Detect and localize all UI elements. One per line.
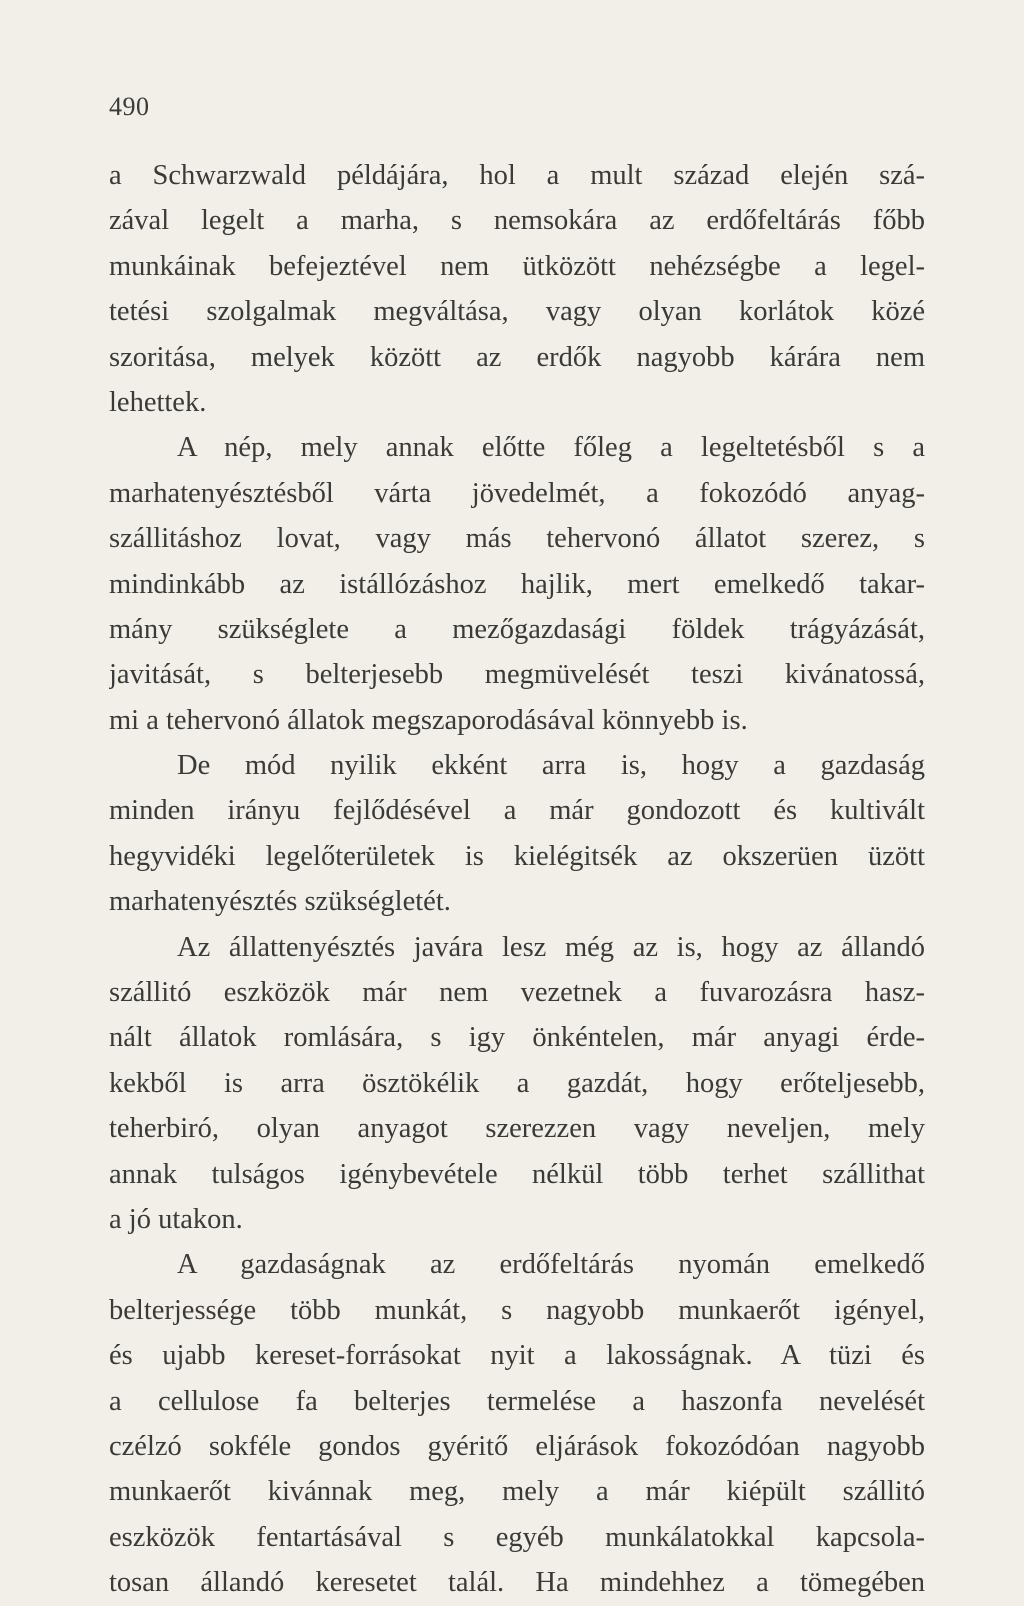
- text-line: a Schwarzwald példájára, hol a mult század elején szá-: [109, 160, 925, 191]
- text-line: hegyvidéki legelőterületek is kielégitsék az okszerüen üzött: [109, 840, 925, 872]
- text-line: annak tulságos igénybevétele nélkül több terhet szállithat: [109, 1158, 925, 1190]
- text-line: czélzó sokféle gondos gyéritő eljárások fokozódóan nagyobb: [109, 1430, 925, 1462]
- text-line: a cellulose fa belterjes termelése a haszonfa nevelését: [109, 1385, 925, 1417]
- text-line: szoritása, melyek között az erdők nagyobb kárára nem: [109, 341, 925, 373]
- text-line: zával legelt a marha, s nemsokára az erdőfeltárás főbb: [109, 205, 925, 237]
- paragraph-end-line: a jó utakon.: [109, 1203, 243, 1235]
- text-line: szállitáshoz lovat, vagy más tehervonó állatot szerez, s: [109, 523, 925, 555]
- text-line: minden irányu fejlődésével a már gondozott és kultivált: [109, 795, 925, 827]
- paragraph-end-line: mi a tehervonó állatok megszaporodásával könnyebb is.: [109, 704, 748, 736]
- paragraph-start-line: De mód nyilik ekként arra is, hogy a gazdaság: [177, 750, 925, 782]
- text-line: tetési szolgalmak megváltása, vagy olyan korlátok közé: [109, 296, 925, 328]
- text-line: nált állatok romlására, s igy önkéntelen, már anyagi érde-: [109, 1022, 925, 1054]
- paragraph-start-line: Az állattenyésztés javára lesz még az is, hogy az állandó: [177, 931, 925, 963]
- paragraph-start-line: A nép, mely annak előtte főleg a legeltetésből s a: [177, 432, 925, 464]
- text-line: szállitó eszközök már nem vezetnek a fuvarozásra hasz-: [109, 977, 925, 1009]
- text-line: és ujabb kereset-forrásokat nyit a lakosságnak. A tüzi és: [109, 1340, 925, 1372]
- text-line: marhatenyésztésből várta jövedelmét, a fokozódó anyag-: [109, 477, 925, 509]
- text-line: tosan állandó keresetet talál. Ha mindehhez a tömegében: [109, 1567, 925, 1599]
- text-line: mindinkább az istállózáshoz hajlik, mert emelkedő takar-: [109, 568, 925, 600]
- text-line: belterjessége több munkát, s nagyobb munkaerőt igényel,: [109, 1294, 925, 1326]
- text-line: mány szükséglete a mezőgazdasági földek trágyázását,: [109, 613, 925, 645]
- page-number: 490: [109, 92, 150, 121]
- text-line: kekből is arra ösztökélik a gazdát, hogy erőteljesebb,: [109, 1067, 925, 1099]
- text-line: munkaerőt kivánnak meg, mely a már kiépült szállitó: [109, 1476, 925, 1508]
- text-line: eszközök fentartásával s egyéb munkálatokkal kapcsola-: [109, 1521, 925, 1553]
- body-text: [109, 153, 925, 1606]
- text-line: munkáinak befejeztével nem ütközött nehézségbe a legel-: [109, 250, 925, 282]
- paragraph-end-line: lehettek.: [109, 386, 207, 418]
- paragraph-end-line: marhatenyésztés szükségletét.: [109, 886, 451, 918]
- text-line: teherbiró, olyan anyagot szerezzen vagy neveljen, mely: [109, 1113, 925, 1145]
- paragraph-start-line: A gazdaságnak az erdőfeltárás nyomán emelkedő: [177, 1249, 925, 1281]
- text-line: javitását, s belterjesebb megmüvelését teszi kivánatossá,: [109, 659, 925, 691]
